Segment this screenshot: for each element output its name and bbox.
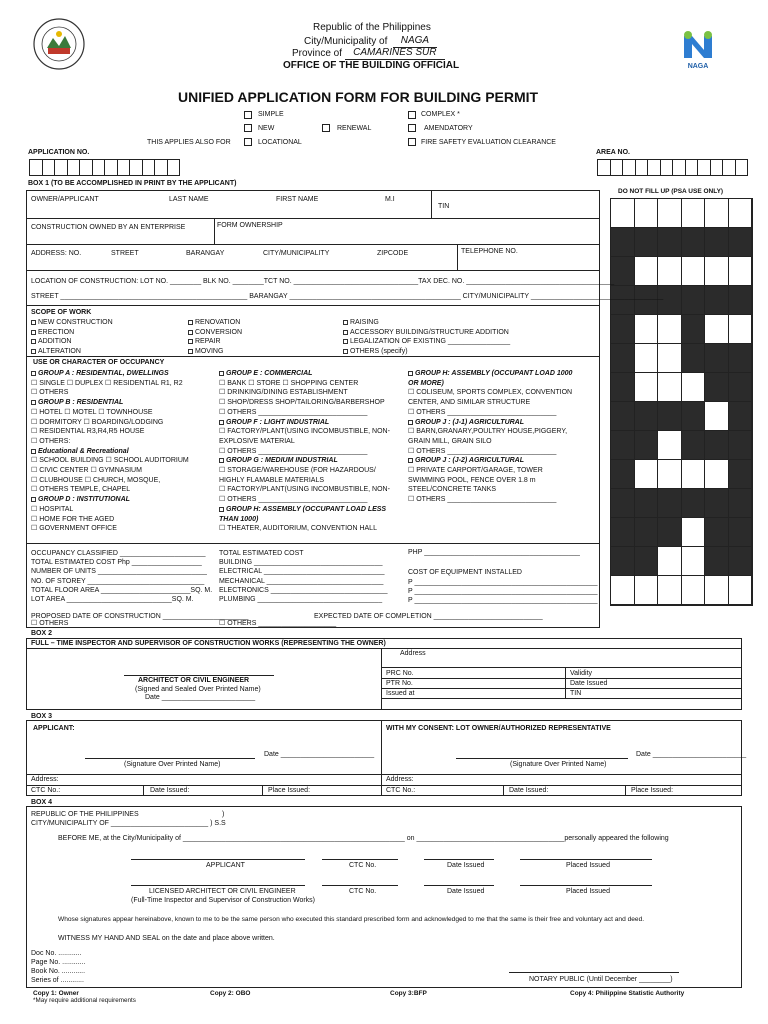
scope-item: RAISING	[343, 318, 510, 328]
occ-group: GROUP H: ASSEMBLY (OCCUPANT LOAD LESS	[219, 505, 390, 515]
validity-label: Validity	[570, 670, 593, 677]
occ-group: Educational & Recreational	[31, 447, 189, 457]
others-b[interactable]: ☐ OTHERS ____________________	[219, 620, 337, 627]
box3-ctc-right: CTC No.:	[386, 787, 416, 794]
scope-item: ACCESSORY BUILDING/STRUCTURE ADDITION	[343, 328, 510, 338]
option-renewal[interactable]	[322, 124, 330, 133]
zipcode-label: ZIPCODE	[377, 250, 409, 257]
option-fire-label: FIRE SAFETY EVALUATION CLEARANCE	[421, 139, 556, 146]
copy-3: Copy 3:BFP	[390, 990, 427, 997]
occupancy-col-3[interactable]	[408, 369, 572, 505]
scope-item: REPAIR	[188, 337, 242, 347]
occ-group: GROUP H: ASSEMBLY (OCCUPANT LOAD 1000	[408, 369, 572, 379]
box3-place-left: Place Issued:	[268, 787, 311, 794]
signed-label: (Signed and Sealed Over Printed Name)	[135, 686, 261, 693]
occ-group: GROUP B : RESIDENTIAL	[31, 398, 189, 408]
occ-item: HIGHLY FLAMABLE MATERIALS	[219, 476, 325, 484]
box2-tin: TIN	[570, 690, 582, 697]
tin-label: TIN	[438, 203, 450, 210]
occ-item: CENTER, AND SIMILAR STRUCTURE	[408, 399, 531, 407]
option-fire[interactable]	[408, 138, 416, 147]
occ-item: ☐ SINGLE ☐ DUPLEX ☐ RESIDENTIAL R1, R2	[31, 379, 183, 387]
office-name: OFFICE OF THE BUILDING OFFICIAL	[283, 60, 460, 71]
enterprise-label: CONSTRUCTION OWNED BY AN ENTERPRISE	[31, 224, 186, 231]
option-renewal-label: RENEWAL	[337, 125, 372, 132]
occ-item: ☐ OTHERS ____________________________	[408, 496, 557, 504]
area-no-cells[interactable]	[597, 159, 748, 176]
occ-item: ☐ BARN,GRANARY,POULTRY HOUSE,PIGGERY,	[408, 428, 568, 436]
occ-item: ☐ SCHOOL BUILDING ☐ SCHOOL AUDITORIUM	[31, 457, 189, 465]
option-amendatory-label: AMENDATORY	[424, 125, 473, 132]
occ-group: GROUP J : (J-2) AGRICULTURAL	[408, 456, 572, 466]
cost-line: TOTAL ESTIMATED COST	[219, 550, 304, 557]
scope-item: RENOVATION	[188, 318, 242, 328]
republic-label: REPUBLIC OF THE PHILIPPINES	[31, 811, 139, 818]
box1-title: BOX 1 (TO BE ACCOMPLISHED IN PRINT BY THE APPLICANT)	[28, 180, 237, 187]
occ-item: ☐ BANK ☐ STORE ☐ SHOPPING CENTER	[219, 379, 359, 387]
occupancy-col-1[interactable]	[31, 369, 189, 534]
equipment-line: P _______________________________________________	[408, 588, 598, 596]
php-line[interactable]: PHP ________________________________________	[408, 549, 580, 556]
box2-date[interactable]: Date ________________________	[145, 694, 256, 701]
doc-line: Doc No. ............	[31, 950, 82, 957]
proposed-date[interactable]: PROPOSED DATE OF CONSTRUCTION ______________________	[31, 613, 249, 620]
last-name-label: LAST NAME	[169, 196, 209, 203]
mi-label: M.I	[385, 196, 395, 203]
scope-title: SCOPE OF WORK	[31, 309, 92, 316]
doc-line: Book No. ............	[31, 968, 86, 975]
box3-ctc-left: CTC No.:	[31, 787, 61, 794]
option-amendatory[interactable]	[408, 124, 416, 133]
box3-applicant: APPLICANT:	[33, 725, 75, 732]
telephone-label: TELEPHONE NO.	[461, 248, 518, 255]
psa-grid	[610, 198, 753, 606]
scope-item: ERECTION	[31, 328, 113, 338]
expected-date[interactable]: EXPECTED DATE OF COMPLETION ____________________________	[314, 613, 543, 620]
scope-item: OTHERS (specify)	[343, 347, 510, 357]
occ-item: ☐ HOME FOR THE AGED	[31, 515, 115, 523]
copy-4: Copy 4: Philippine Statistic Authority	[570, 990, 685, 997]
box2-label: BOX 2	[31, 630, 53, 637]
barangay-label: BARANGAY	[186, 250, 225, 257]
doc-lines[interactable]	[31, 949, 85, 985]
notary-date-1: Date Issued	[447, 862, 485, 869]
box2-date-issued: Date Issued	[570, 680, 608, 687]
scope-item: ADDITION	[31, 337, 113, 347]
box3-address-right: Address:	[386, 776, 414, 783]
applies-label: THIS APPLIES ALSO FOR	[147, 139, 231, 146]
cost-line: LOT AREA ___________________________SQ. M.	[31, 596, 194, 604]
scope-col-3[interactable]	[343, 318, 510, 357]
cost-line: ELECTRICAL _______________________________	[219, 568, 385, 576]
costs-col-1[interactable]	[31, 549, 212, 604]
occupancy-col-2[interactable]	[219, 369, 390, 534]
application-no-cells[interactable]	[29, 159, 180, 176]
occ-item: ☐ GOVERNMENT OFFICE	[31, 525, 117, 533]
occ-item: ☐ PRIVATE CARPORT/GARAGE, TOWER	[408, 467, 543, 475]
occ-item: ☐ HOSPITAL	[31, 505, 74, 513]
occupancy-title: USE OR CHARACTER OF OCCUPANCY	[33, 359, 165, 366]
area-no-label: AREA NO.	[596, 149, 630, 156]
cost-line: TOTAL ESTIMATED COST Php __________________	[31, 559, 202, 567]
equipment-line: P _______________________________________________	[408, 579, 598, 586]
naga-logo-text: NAGA	[687, 63, 709, 71]
naga-logo	[680, 30, 716, 70]
occ-item: ☐ OTHERS ____________________________	[408, 447, 557, 455]
occ-item: ☐ OTHERS:	[31, 437, 71, 445]
occ-item: ☐ HOTEL ☐ MOTEL ☐ TOWNHOUSE	[31, 408, 153, 416]
notary-public: NOTARY PUBLIC (Until December ________)	[529, 976, 673, 983]
box3-sig-right: (Signature Over Printed Name)	[510, 761, 607, 768]
psa-label: DO NOT FILL UP (PSA USE ONLY)	[618, 188, 724, 195]
option-locational[interactable]	[244, 138, 252, 147]
occ-group: GROUP E : COMMERCIAL	[219, 369, 390, 379]
box3-sig-left: (Signature Over Printed Name)	[124, 761, 221, 768]
box3-date-left[interactable]: Date ________________________	[264, 751, 375, 758]
occ-item: ☐ FACTORY/PLANT(USING INCOMBUSTIBLE, NON-	[219, 486, 390, 494]
costs-col-2[interactable]	[219, 549, 388, 604]
equipment-line: P _______________________________________________	[408, 597, 598, 605]
location-line: LOCATION OF CONSTRUCTION: LOT NO. ________ BLK NO. ________TCT NO. ________________________________TAX DEC. NO. ______________________________________	[31, 278, 615, 285]
notary-place-2: Placed Issued	[566, 888, 610, 895]
cost-line: OCCUPANCY CLASSIFIED ______________________	[31, 550, 206, 557]
occ-item: ☐ OTHERS TEMPLE, CHAPEL	[31, 486, 131, 494]
owner-label: OWNER/APPLICANT	[31, 196, 99, 203]
ptr-label: PTR No.	[386, 680, 413, 687]
address-label: ADDRESS: NO.	[31, 250, 82, 257]
box3-consent: WITH MY CONSENT: LOT OWNER/AUTHORIZED REPRESENTATIVE	[386, 725, 611, 732]
occ-item: ☐ OTHERS	[31, 389, 69, 397]
option-complex-label: COMPLEX *	[421, 111, 460, 118]
box2-address: Address	[400, 650, 426, 657]
first-name-label: FIRST NAME	[276, 196, 319, 203]
cost-line: BUILDING _________________________________	[219, 559, 383, 567]
scope-item: CONVERSION	[188, 328, 242, 338]
notary-ctc-1: CTC No.	[349, 862, 377, 869]
notary-place-1: Placed Issued	[566, 862, 610, 869]
scope-col-1[interactable]	[31, 318, 113, 357]
notary-architect: LICENSED ARCHITECT OR CIVIL ENGINEER	[149, 888, 296, 895]
city-line-1: Republic of the Philippines	[313, 22, 431, 33]
prc-label: PRC No.	[386, 670, 414, 677]
witness-text: WITNESS MY HAND AND SEAL on the date and place above written.	[58, 935, 275, 942]
republic-paren: )	[222, 811, 225, 818]
city-value: NAGA	[393, 35, 437, 48]
issued-at-label: Issued at	[386, 690, 415, 697]
box4-label: BOX 4	[31, 799, 53, 806]
box3-address-left: Address:	[31, 776, 59, 783]
option-simple-label: SIMPLE	[258, 111, 284, 118]
cost-line: ELECTRONICS ______________________________	[219, 586, 388, 594]
occ-item: ☐ DRINKING/DINING ESTABLISHMENT	[219, 389, 348, 397]
citymun-label: CITY/MUNICIPALITY	[263, 250, 330, 257]
application-no-label: APPLICATION NO.	[28, 149, 90, 156]
occ-item: SWIMMING POOL, FENCE OVER 1.8 m	[408, 476, 536, 484]
option-new-label: NEW	[258, 125, 275, 132]
occ-group: GROUP G : MEDIUM INDUSTRIAL	[219, 456, 390, 466]
occ-item: ☐ CIVIC CENTER ☐ GYMNASIUM	[31, 467, 142, 475]
copy-2: Copy 2: OBO	[210, 990, 251, 997]
occ-item: ☐ CLUBHOUSE ☐ CHURCH, MOSQUE,	[31, 476, 161, 484]
occ-item: ☐ RESIDENTIAL R3,R4,R5 HOUSE	[31, 428, 145, 436]
occ-item: ☐ COLISEUM, SPORTS COMPLEX, CONVENTION	[408, 389, 573, 397]
cost-line: NUMBER OF UNITS ____________________________	[31, 568, 207, 576]
scope-item: MOVING	[188, 347, 242, 357]
form-title: UNIFIED APPLICATION FORM FOR BUILDING PERMIT	[178, 89, 539, 105]
notary-date-2: Date Issued	[447, 888, 485, 895]
equipment-lines[interactable]	[408, 578, 597, 606]
occ-group-cont: THAN 1000)	[219, 515, 259, 523]
notary-ctc-2: CTC No.	[349, 888, 377, 895]
province-line: Province of CAMARINES SUR	[292, 47, 445, 60]
occ-group: GROUP F : LIGHT INDUSTRIAL	[219, 418, 390, 428]
city-ss-line: CITY/MUNICIPALITY OF _________________________ ) S.S	[31, 820, 226, 827]
city-line: City/Municipality of NAGA	[304, 35, 437, 48]
scope-item: ALTERATION	[31, 347, 113, 357]
others-a[interactable]: ☐ OTHERS	[31, 620, 69, 627]
box3-date-issued-left: Date Issued:	[150, 787, 190, 794]
box3-place-right: Place Issued:	[631, 787, 674, 794]
occ-item: EXPLOSIVE MATERIAL	[219, 437, 295, 445]
occ-item: ☐ SHOP/DRESS SHOP/TAILORING/BARBERSHOP	[219, 399, 385, 407]
notary-applicant: APPLICANT	[206, 862, 245, 869]
occ-item: ☐ OTHERS ____________________________	[219, 408, 368, 416]
footer-note: *May require additional requirements	[33, 997, 136, 1004]
option-simple[interactable]	[244, 111, 252, 120]
occ-item: STEEL/CONCRETE TANKS	[408, 486, 497, 494]
city-seal	[33, 18, 85, 70]
occ-item: ☐ OTHERS ____________________________	[219, 447, 368, 455]
equipment-label: COST OF EQUIPMENT INSTALLED	[408, 569, 522, 576]
cost-line: PLUMBING ________________________________	[219, 596, 383, 604]
box3-label: BOX 3	[31, 713, 53, 720]
occ-item: ☐ OTHERS ____________________________	[219, 496, 368, 504]
notary-architect-sub: (Full-Time Inspector and Supervisor of Construction Works)	[131, 897, 316, 904]
whose-text: Whose signatures appear hereinabove, known to me to be the same person who executed this standard prescribed form and acknowledged to me that the same is their free and voluntary act and deed.	[58, 916, 645, 923]
street-label: STREET	[111, 250, 139, 257]
scope-item: NEW CONSTRUCTION	[31, 318, 113, 328]
occ-group: GROUP D : INSTITUTIONAL	[31, 495, 189, 505]
option-new[interactable]	[244, 124, 252, 133]
architect-label: ARCHITECT OR CIVIL ENGINEER	[138, 677, 250, 684]
occ-item: ☐ THEATER, AUDITORIUM, CONVENTION HALL	[219, 525, 377, 533]
cost-line: MECHANICAL ______________________________	[219, 577, 384, 585]
occ-group: GROUP J : (J-1) AGRICULTURAL	[408, 418, 572, 428]
scope-item: LEGALIZATION OF EXISTING ________________	[343, 337, 510, 347]
copy-1: Copy 1: Owner	[33, 990, 79, 997]
scope-col-2[interactable]	[188, 318, 242, 357]
option-locational-label: LOCATIONAL	[258, 139, 302, 146]
cost-line: TOTAL FLOOR AREA _______________________SQ. M.	[31, 586, 213, 594]
occ-group-cont: OR MORE)	[408, 379, 444, 387]
option-complex[interactable]	[408, 111, 416, 120]
box3-date-right[interactable]: Date ________________________	[636, 751, 747, 758]
occ-group: GROUP A : RESIDENTIAL, DWELLINGS	[31, 369, 189, 379]
province-value: CAMARINES SUR	[345, 47, 445, 60]
cost-line: NO. OF STOREY ______________________________	[31, 577, 205, 585]
before-me-line: BEFORE ME, at the City/Municipality of _________________________________________________________ on ______________________________________personally appeared the following	[58, 835, 669, 842]
location-line-2: STREET ________________________________________________ BARANGAY ____________________________________________ CITY/MUNICIPALITY __________________________________	[31, 293, 664, 300]
box3-date-issued-right: Date Issued:	[509, 787, 549, 794]
occ-item: ☐ FACTORY/PLANT(USING INCOMBUSTIBLE, NON-	[219, 428, 390, 436]
occ-item: GRAIN MILL, GRAIN SILO	[408, 437, 492, 445]
occ-item: ☐ OTHERS ____________________________	[408, 408, 557, 416]
doc-line: Page No. ............	[31, 959, 86, 966]
doc-line: Series of ............	[31, 977, 84, 984]
occ-item: ☐ STORAGE/WAREHOUSE (FOR HAZARDOUS/	[219, 467, 376, 475]
occ-item: ☐ DORMITORY ☐ BOARDING/LODGING	[31, 418, 164, 426]
ownership-label: FORM OWNERSHIP	[217, 222, 283, 229]
box2-title: FULL – TIME INSPECTOR AND SUPERVISOR OF CONSTRUCTION WORKS (REPRESENTING THE OWNER)	[31, 640, 386, 647]
